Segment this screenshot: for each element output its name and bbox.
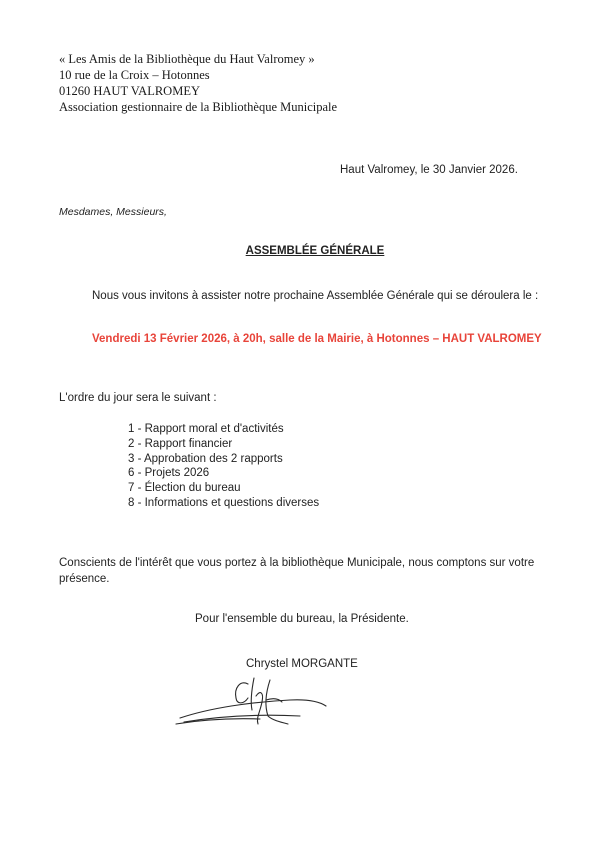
sender-line-3: 01260 HAUT VALROMEY [59,84,200,98]
document-title: ASSEMBLÉE GÉNÉRALE [245,245,385,257]
event-details: Vendredi 13 Février 2026, à 20h, salle de la Mairie, à Hotonnes – HAUT VALROMEY [92,333,542,345]
agenda-intro: L'ordre du jour sera le suivant : [59,392,217,404]
sender-line-4: Association gestionnaire de la Bibliothèque Municipale [59,100,338,114]
closing-paragraph: Conscients de l'intérêt que vous portez à la bibliothèque Municipale, nous comptons sur votre présence. [59,557,535,585]
agenda-item: 1 - Rapport moral et d'activités [128,423,284,435]
agenda-item: 8 - Informations et questions diverses [128,496,320,509]
agenda-list [128,422,319,511]
agenda-item: 6 - Projets 2026 [128,467,210,480]
salutation: Mesdames, Messieurs, [59,206,167,218]
sender-line-2: 10 rue de la Croix – Hotonnes [59,68,210,82]
agenda-item: 3 - Approbation des 2 rapports [128,452,283,465]
signoff: Pour l'ensemble du bureau, la Présidente. [195,613,409,625]
sender-address [59,51,337,115]
handwritten-signature [170,672,330,732]
invitation-text: Nous vous invitons à assister notre prochaine Assemblée Générale qui se déroulera le : [92,290,539,302]
sender-line-1: « Les Amis de la Bibliothèque du Haut Valromey » [59,52,315,66]
agenda-item: 2 - Rapport financier [128,437,233,450]
signer-name: Chrystel MORGANTE [246,658,358,670]
agenda-item: 7 - Élection du bureau [128,482,241,495]
letter-date: Haut Valromey, le 30 Janvier 2026. [340,164,518,176]
